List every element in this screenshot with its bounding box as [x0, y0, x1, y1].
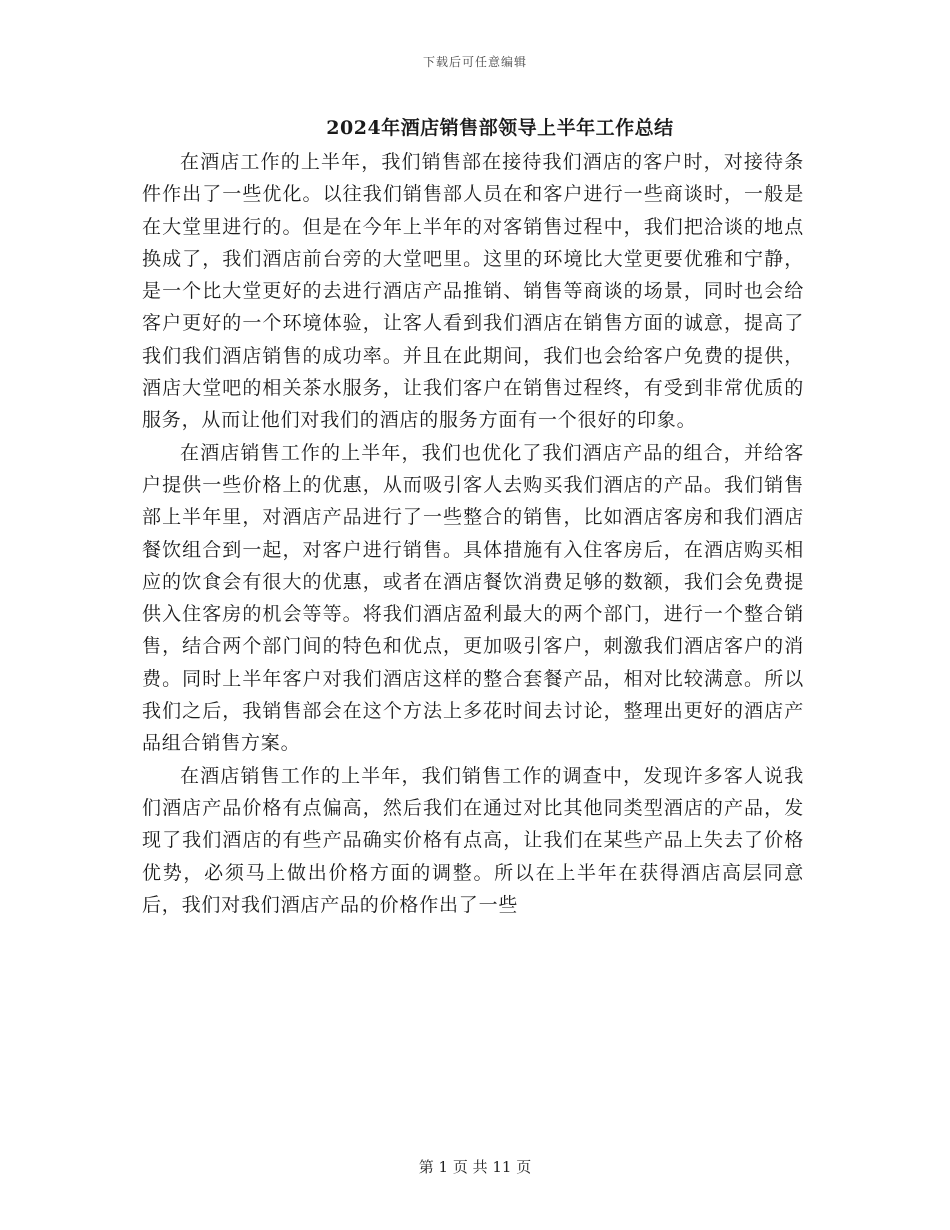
- body-paragraph: 在酒店销售工作的上半年，我们销售工作的调查中，发现许多客人说我们酒店产品价格有点偏高，然后我们在通过对比其他同类型酒店的产品，发现了我们酒店的有些产品确实价格有点高，让我们在某些产品上失去了价格优势，必须马上做出价格方面的调整。所以在上半年在获得酒店高层同意后，我们对我们酒店产品的价格作出了一些: [142, 764, 804, 916]
- body-paragraph: 在酒店销售工作的上半年，我们也优化了我们酒店产品的组合，并给客户提供一些价格上的优惠，从而吸引客人去购买我们酒店的产品。我们销售部上半年里，对酒店产品进行了一些整合的销售，比如酒店客房和我们酒店餐饮组合到一起，对客户进行销售。具体措施有入住客房后，在酒店购买相应的饮食会有很大的优惠，或者在酒店餐饮消费足够的数额，我们会免费提供入住客房的机会等等。将我们酒店盈利最大的两个部门，进行一个整合销售，结合两个部门间的特色和优点，更加吸引客户，刺激我们酒店客户的消费。同时上半年客户对我们酒店这样的整合套餐产品，相对比较满意。所以我们之后，我销售部会在这个方法上多花时间去讨论，整理出更好的酒店产品组合销售方案。: [142, 441, 804, 755]
- body-paragraph: 在酒店工作的上半年，我们销售部在接待我们酒店的客户时，对接待条件作出了一些优化。以往我们销售部人员在和客户进行一些商谈时，一般是在大堂里进行的。但是在今年上半年的对客销售过程中，我们把洽谈的地点换成了，我们酒店前台旁的大堂吧里。这里的环境比大堂更要优雅和宁静，是一个比大堂更好的去进行酒店产品推销、销售等商谈的场景，同时也会给客户更好的一个环境体验，让客人看到我们酒店在销售方面的诚意，提高了我们我们酒店销售的成功率。并且在此期间，我们也会给客户免费的提供，酒店大堂吧的相关茶水服务，让我们客户在销售过程终，有受到非常优质的服务，从而让他们对我们的酒店的服务方面有一个很好的印象。: [142, 151, 804, 432]
- page-number-footer: 第 1 页 共 11 页: [418, 1158, 532, 1176]
- document-title: 2024年酒店销售部领导上半年工作总结: [326, 117, 674, 139]
- document-body: [142, 146, 804, 921]
- page-header-note: 下载后可任意编辑: [422, 55, 527, 69]
